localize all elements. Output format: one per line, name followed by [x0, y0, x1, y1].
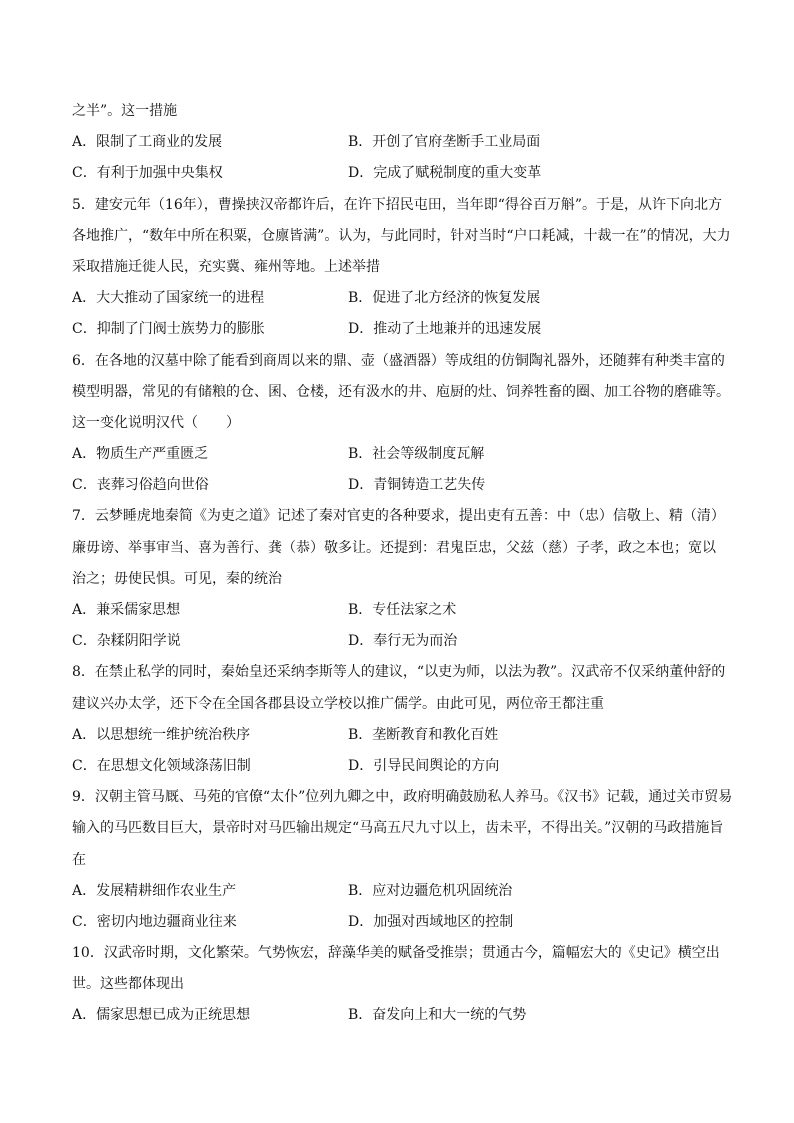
q4-options-row-1 [72, 127, 732, 158]
q4-option-b: B．开创了官府垄断手工业局面 [348, 134, 541, 151]
q5-option-d: D．推动了土地兼并的迅速发展 [348, 321, 542, 338]
q7-option-c: C．杂糅阴阳学说 [72, 633, 181, 650]
q5-options-row-1 [72, 283, 732, 314]
q9-stem-line-3: 在 [72, 851, 86, 868]
q6-stem-line-3: 这一变化说明汉代（ ） [72, 414, 240, 431]
q4-option-d: D．完成了赋税制度的重大变革 [348, 165, 542, 182]
q8-option-b: B．垄断教育和教化百姓 [348, 726, 499, 743]
q8-stem-line-1: 8．在禁止私学的同时，秦始皇还采纳李斯等人的建议，“以吏为师，以法为教”。汉武帝不仅采纳董仲舒的 [72, 664, 726, 681]
q8-stem-line-2: 建议兴办太学，还下令在全国各郡县设立学校以推广儒学。由此可见，两位帝王都注重 [72, 695, 604, 712]
q6-options-row-1 [72, 439, 732, 470]
q6-option-d: D．青铜铸造工艺失传 [348, 477, 486, 494]
q5-option-a: A．大大推动了国家统一的进程 [72, 290, 265, 307]
q10-option-a: A．儒家思想已成为正统思想 [72, 1007, 251, 1024]
q7-option-d: D．奉行无为而治 [348, 633, 458, 650]
q4-option-a: A．限制了工商业的发展 [72, 134, 223, 151]
q8-options-row-1 [72, 720, 732, 751]
q6-stem-line-1: 6．在各地的汉墓中除了能看到商周以来的鼎、壶（盛酒器）等成组的仿铜陶礼器外，还随葬有种类丰富的 [72, 352, 725, 369]
q7-stem-line-3: 治之；毋使民惧。可见，秦的统治 [72, 570, 282, 587]
q7-option-a: A．兼采儒家思想 [72, 602, 181, 618]
q7-stem-line-1: 7．云梦睡虎地秦简《为吏之道》记述了秦对官吏的各种要求，提出吏有五善：中（忠）信敬上、精（清） [72, 508, 725, 525]
q5-option-b: B．促进了北方经济的恢复发展 [348, 290, 541, 307]
q7-options-row-2 [72, 626, 732, 657]
q9-stem-line-1: 9．汉朝主管马厩、马苑的官僚“太仆”位列九卿之中，政府明确鼓励私人养马。《汉书》记载，通过关市贸易 [72, 789, 732, 806]
q9-options-row-1 [72, 876, 732, 907]
q6-stem-line-2: 模型明器，常见的有储粮的仓、囷、仓楼，还有汲水的井、庖厨的灶、饲养牲畜的圈、加工谷物的磨碓等。 [72, 383, 730, 400]
q4-stem-continuation: 之半”。这一措施 [72, 103, 178, 119]
q5-stem-line-2: 各地推广，“数年中所在积粟，仓廪皆满”。认为，与此同时，针对当时“户口耗减，十裁一在”的情况，大力 [72, 227, 731, 244]
q5-stem-line-3: 采取措施迁徙人民，充实冀、雍州等地。上述举措 [72, 258, 380, 275]
q9-option-d: D．加强对西域地区的控制 [348, 913, 514, 930]
exam-page [72, 96, 732, 1032]
q5-options-row-2 [72, 314, 732, 345]
q8-options-row-2 [72, 751, 732, 782]
q9-option-a: A．发展精耕细作农业生产 [72, 882, 237, 899]
q6-options-row-2 [72, 470, 732, 501]
q7-stem-line-2: 廉毋谤、举事审当、喜为善行、龚（恭）敬多让。还提到：君鬼臣忠，父兹（慈）子孝，政之本也；宽以 [72, 539, 716, 556]
q8-option-c: C．在思想文化领域涤荡旧制 [72, 757, 251, 774]
q7-option-b: B．专任法家之术 [348, 602, 457, 618]
q9-option-b: B．应对边疆危机巩固统治 [348, 882, 513, 899]
q6-option-c: C．丧葬习俗趋向世俗 [72, 477, 209, 494]
q10-options-row-1 [72, 1000, 732, 1031]
q4-options-row-2 [72, 158, 732, 189]
q9-stem-line-2: 输入的马匹数目巨大，景帝时对马匹输出规定“马高五尺九寸以上，齿未平，不得出关。”汉朝的马政措施旨 [72, 820, 724, 837]
q10-option-b: B．奋发向上和大一统的气势 [348, 1007, 527, 1024]
q6-option-b: B．社会等级制度瓦解 [348, 446, 485, 463]
q5-stem-line-1: 5．建安元年（16年），曹操挟汉帝都许后，在许下招民屯田，当年即“得谷百万斛”。于是，从许下向北方 [72, 196, 723, 213]
q8-option-a: A．以思想统一维护统治秩序 [72, 726, 251, 743]
q8-option-d: D．引导民间舆论的方向 [348, 757, 500, 774]
q9-options-row-2 [72, 907, 732, 938]
q9-option-c: C．密切内地边疆商业往来 [72, 913, 237, 930]
q5-option-c: C．抑制了门阀士族势力的膨胀 [72, 321, 265, 338]
q7-options-row-1 [72, 595, 732, 626]
q10-stem-line-2: 世。这些都体现出 [72, 976, 184, 993]
q4-option-c: C．有利于加强中央集权 [72, 165, 223, 182]
q10-stem-line-1: 10．汉武帝时期，文化繁荣。气势恢宏，辞藻华美的赋备受推崇；贯通古今，篇幅宏大的《史记》横空出 [72, 945, 720, 962]
q6-option-a: A．物质生产严重匮乏 [72, 446, 209, 463]
